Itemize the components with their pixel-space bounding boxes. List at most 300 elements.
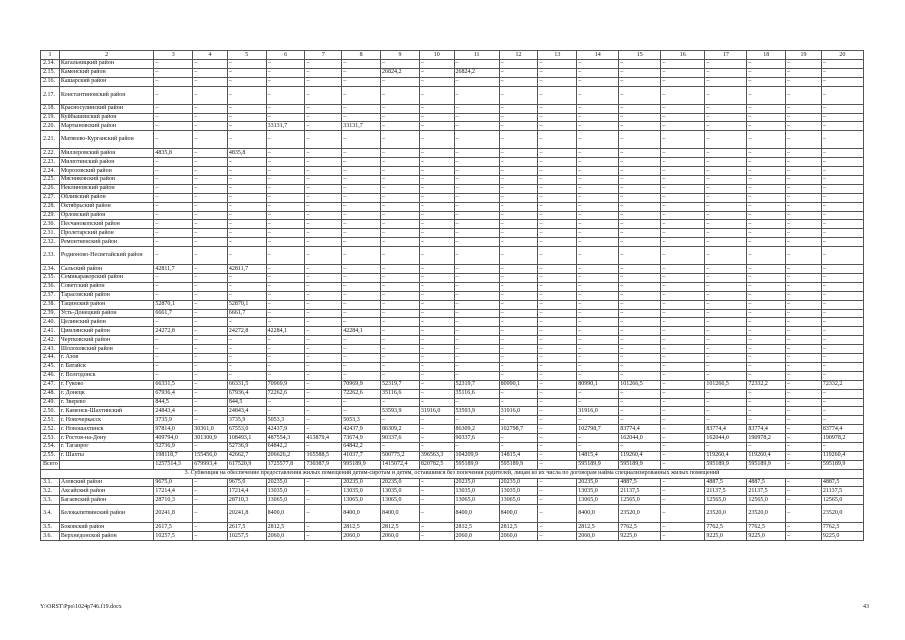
value-cell: – [499,104,538,113]
row-number: 2.39. [41,309,60,318]
row-name: Песчанокопский район [59,220,153,229]
value-cell: – [381,104,420,113]
value-cell: – [193,274,228,283]
value-cell: – [661,220,705,229]
value-cell: – [821,113,863,122]
value-cell: – [305,176,342,185]
value-cell: – [419,158,454,167]
value-cell: – [419,327,454,336]
value-cell: – [747,336,786,345]
value-cell: – [821,336,863,345]
value-cell: – [419,362,454,371]
value-cell: – [154,238,193,247]
value-cell: – [661,131,705,149]
value-cell: – [419,265,454,274]
value-cell: – [661,380,705,389]
value-cell: – [381,193,420,202]
table-row [41,451,864,460]
row-name: Мясниковский район [59,176,153,185]
value-cell: – [705,122,747,131]
value-cell: – [499,238,538,247]
value-cell: 73674,9 [342,434,381,443]
value-cell: – [747,300,786,309]
value-cell: 4835,8 [154,149,193,158]
value-cell: – [305,122,342,131]
value-cell: 102798,7 [577,425,619,434]
value-cell: 35116,6 [454,389,499,398]
value-cell: – [705,149,747,158]
value-cell: – [747,274,786,283]
value-cell: – [419,371,454,380]
value-cell: – [419,434,454,443]
value-cell: – [381,149,420,158]
row-name: Цимлянский район [59,327,153,336]
value-cell: – [266,300,305,309]
value-cell: 20235,0 [499,478,538,487]
value-cell: 162044,0 [619,434,661,443]
value-cell: – [381,318,420,327]
value-cell: 104209,9 [454,451,499,460]
value-cell: – [305,389,342,398]
value-cell: 9225,0 [705,532,747,541]
value-cell: – [821,158,863,167]
value-cell: – [786,131,822,149]
value-cell: 2060,0 [454,532,499,541]
value-cell: – [538,176,577,185]
row-number: 2.52. [41,425,60,434]
value-cell: 33131,7 [266,122,305,131]
value-cell: – [381,327,420,336]
table-row [41,354,864,363]
value-cell: – [577,158,619,167]
value-cell: 8400,0 [381,505,420,523]
value-cell: 9225,0 [619,532,661,541]
value-cell: – [661,211,705,220]
value-cell: – [499,434,538,443]
value-cell: – [538,86,577,104]
value-cell: – [619,247,661,265]
value-cell: – [619,389,661,398]
value-cell: – [419,523,454,532]
row-name: Константиновский район [59,86,153,104]
value-cell: – [538,478,577,487]
value-cell: – [577,176,619,185]
value-cell: – [154,60,193,69]
value-cell: – [619,193,661,202]
value-cell: 206626,2 [266,451,305,460]
row-number: 2.32. [41,238,60,247]
table-row [41,300,864,309]
value-cell: – [454,327,499,336]
value-cell: – [266,354,305,363]
value-cell: – [786,451,822,460]
value-cell: – [747,327,786,336]
value-cell: 9675,0 [154,478,193,487]
column-number-header: 14 [577,51,619,60]
value-cell: – [705,265,747,274]
row-name: г. Батайск [59,362,153,371]
value-cell: – [499,282,538,291]
value-cell: – [705,158,747,167]
value-cell: – [538,309,577,318]
value-cell: – [381,158,420,167]
row-number: 3.2. [41,487,60,496]
value-cell: – [266,211,305,220]
value-cell: – [454,158,499,167]
value-cell: – [154,77,193,86]
value-cell: – [266,238,305,247]
value-cell: 13035,0 [454,487,499,496]
value-cell: – [705,362,747,371]
value-cell: – [499,300,538,309]
value-cell: – [619,184,661,193]
value-cell: – [193,282,228,291]
row-name: г. Новочеркасск [59,416,153,425]
value-cell: – [381,354,420,363]
value-cell: – [619,327,661,336]
value-cell: 52870,1 [227,300,266,309]
table-row [41,77,864,86]
value-cell: – [499,327,538,336]
value-cell: – [227,318,266,327]
value-cell: – [538,158,577,167]
value-cell: – [381,309,420,318]
value-cell: – [454,265,499,274]
table-row [41,113,864,122]
value-cell: – [342,113,381,122]
value-cell: – [821,122,863,131]
value-cell: – [193,523,228,532]
value-cell: – [538,184,577,193]
value-cell: – [454,122,499,131]
value-cell: – [305,68,342,77]
value-cell: – [381,282,420,291]
row-number: 2.53. [41,434,60,443]
value-cell: 26824,2 [454,68,499,77]
value-cell: – [538,131,577,149]
value-cell: – [705,184,747,193]
value-cell: – [661,176,705,185]
value-cell: – [499,398,538,407]
value-cell: – [419,149,454,158]
value-cell: – [305,265,342,274]
value-cell: – [786,122,822,131]
value-cell: 53593,9 [381,407,420,416]
value-cell: 2617,5 [154,523,193,532]
value-cell: – [661,354,705,363]
value-cell: – [266,309,305,318]
value-cell: – [342,202,381,211]
value-cell: 409794,0 [154,434,193,443]
value-cell: – [419,300,454,309]
value-cell: – [419,487,454,496]
value-cell: 155456,0 [193,451,228,460]
value-cell: – [747,122,786,131]
value-cell: – [266,158,305,167]
value-cell: – [786,149,822,158]
row-name: г. Каменск-Шахтинский [59,407,153,416]
value-cell: – [499,122,538,131]
value-cell: – [705,229,747,238]
value-cell: – [305,86,342,104]
value-cell: – [821,68,863,77]
value-cell: – [661,478,705,487]
value-cell: – [705,77,747,86]
column-number-row [41,51,864,60]
value-cell: – [499,389,538,398]
value-cell: – [193,265,228,274]
value-cell: – [342,60,381,69]
budget-table-sheet [40,50,864,541]
value-cell: 13035,0 [342,487,381,496]
value-cell: – [786,86,822,104]
value-cell: – [419,247,454,265]
value-cell: – [538,291,577,300]
value-cell: – [454,60,499,69]
value-cell: – [705,336,747,345]
value-cell: – [305,505,342,523]
value-cell: – [419,309,454,318]
value-cell: – [193,327,228,336]
value-cell: – [786,211,822,220]
value-cell: – [342,282,381,291]
value-cell: – [454,300,499,309]
value-cell: – [193,487,228,496]
value-cell: – [786,265,822,274]
column-number-header: 17 [705,51,747,60]
value-cell: – [661,318,705,327]
row-name: Матвеево-Курганский район [59,131,153,149]
value-cell: – [454,371,499,380]
value-cell: – [619,211,661,220]
value-cell: – [538,532,577,541]
value-cell: – [266,362,305,371]
value-cell: – [227,336,266,345]
value-cell: – [538,389,577,398]
value-cell: 2617,5 [227,523,266,532]
value-cell: – [227,158,266,167]
value-cell: – [499,184,538,193]
value-cell: 21137,5 [747,487,786,496]
value-cell: – [266,176,305,185]
value-cell: – [538,434,577,443]
value-cell: – [419,505,454,523]
value-cell: – [538,398,577,407]
value-cell: – [154,193,193,202]
value-cell: – [419,345,454,354]
value-cell: – [538,60,577,69]
value-cell: – [661,149,705,158]
value-cell: 595189,9 [577,460,619,469]
value-cell: – [342,345,381,354]
value-cell: – [538,220,577,229]
value-cell: – [266,371,305,380]
value-cell: – [419,131,454,149]
value-cell: – [821,60,863,69]
value-cell: – [577,309,619,318]
value-cell: – [227,104,266,113]
value-cell: 17214,4 [227,487,266,496]
value-cell: – [193,345,228,354]
value-cell: – [577,389,619,398]
value-cell: – [154,354,193,363]
value-cell: – [154,176,193,185]
value-cell: – [227,176,266,185]
value-cell: – [154,274,193,283]
value-cell: 13035,0 [499,487,538,496]
table-row [41,149,864,158]
value-cell: 301300,9 [193,434,228,443]
value-cell: 6661,7 [227,309,266,318]
value-cell: 12565,0 [821,496,863,505]
value-cell: 20235,0 [454,478,499,487]
value-cell: – [154,229,193,238]
value-cell: – [786,202,822,211]
value-cell: – [342,354,381,363]
value-cell: – [747,282,786,291]
value-cell: – [705,442,747,451]
value-cell: – [419,274,454,283]
value-cell: 4887,5 [705,478,747,487]
value-cell: 844,5 [154,398,193,407]
value-cell: 108493,1 [227,434,266,443]
column-number-header: 7 [305,51,342,60]
value-cell: – [821,77,863,86]
value-cell: – [619,309,661,318]
value-cell: 24843,4 [154,407,193,416]
value-cell: – [661,345,705,354]
value-cell: – [538,336,577,345]
value-cell: – [577,149,619,158]
value-cell: – [154,282,193,291]
value-cell: – [305,487,342,496]
value-cell: – [342,247,381,265]
value-cell: – [538,318,577,327]
row-name: Чертковский район [59,336,153,345]
value-cell: – [193,362,228,371]
value-cell: – [305,158,342,167]
value-cell: – [821,229,863,238]
value-cell: – [193,291,228,300]
value-cell: – [154,202,193,211]
value-cell: – [821,389,863,398]
value-cell: – [305,380,342,389]
row-number: 2.41. [41,327,60,336]
table-row [41,523,864,532]
value-cell: – [747,416,786,425]
value-cell: – [342,229,381,238]
value-cell: – [342,184,381,193]
value-cell: – [193,416,228,425]
value-cell: – [705,60,747,69]
value-cell: – [661,336,705,345]
row-name: Октябрьский район [59,202,153,211]
value-cell: 1725577,8 [266,460,305,469]
value-cell: 500775,2 [381,451,420,460]
value-cell: 24272,8 [227,327,266,336]
value-cell: – [305,113,342,122]
value-cell: – [305,300,342,309]
value-cell: 12565,0 [619,496,661,505]
value-cell: 70969,9 [266,380,305,389]
value-cell: – [538,505,577,523]
value-cell: – [747,371,786,380]
value-cell: – [342,238,381,247]
value-cell: – [619,345,661,354]
value-cell: – [419,68,454,77]
value-cell: 844,5 [227,398,266,407]
value-cell: – [342,398,381,407]
value-cell: – [619,336,661,345]
value-cell: – [538,104,577,113]
value-cell: – [538,113,577,122]
value-cell: – [786,291,822,300]
row-number: 2.17. [41,86,60,104]
row-number: 3.4. [41,505,60,523]
value-cell: – [381,274,420,283]
value-cell: 28710,3 [154,496,193,505]
value-cell: – [619,238,661,247]
value-cell: 995189,9 [342,460,381,469]
value-cell: – [419,318,454,327]
row-name: Советский район [59,282,153,291]
value-cell: – [266,229,305,238]
value-cell: – [821,247,863,265]
value-cell: – [619,149,661,158]
value-cell: 97814,0 [154,425,193,434]
row-name: г. Гуково [59,380,153,389]
value-cell: – [786,425,822,434]
value-cell: – [154,345,193,354]
value-cell: 21137,5 [821,487,863,496]
value-cell: – [193,371,228,380]
value-cell: – [821,167,863,176]
value-cell: – [266,345,305,354]
value-cell: 8400,0 [499,505,538,523]
row-number: 2.21. [41,131,60,149]
row-name: Ремонтненский район [59,238,153,247]
value-cell: – [227,202,266,211]
value-cell: – [305,523,342,532]
row-number: 2.20. [41,122,60,131]
value-cell: – [227,86,266,104]
value-cell: – [661,371,705,380]
row-name: г. Волгодонск [59,371,153,380]
value-cell: – [661,442,705,451]
value-cell: – [577,274,619,283]
value-cell: – [786,184,822,193]
value-cell: 2060,0 [499,532,538,541]
value-cell: – [661,238,705,247]
value-cell: 413879,4 [305,434,342,443]
value-cell: – [786,362,822,371]
value-cell: – [786,176,822,185]
value-cell: – [499,60,538,69]
value-cell: – [454,318,499,327]
value-cell: – [499,336,538,345]
value-cell: 8400,0 [577,505,619,523]
value-cell: – [193,122,228,131]
value-cell: – [619,202,661,211]
value-cell: – [193,176,228,185]
value-cell: – [661,487,705,496]
table-row [41,167,864,176]
value-cell: – [193,104,228,113]
value-cell: – [538,327,577,336]
value-cell: – [661,327,705,336]
table-row [41,247,864,265]
value-cell: – [619,113,661,122]
